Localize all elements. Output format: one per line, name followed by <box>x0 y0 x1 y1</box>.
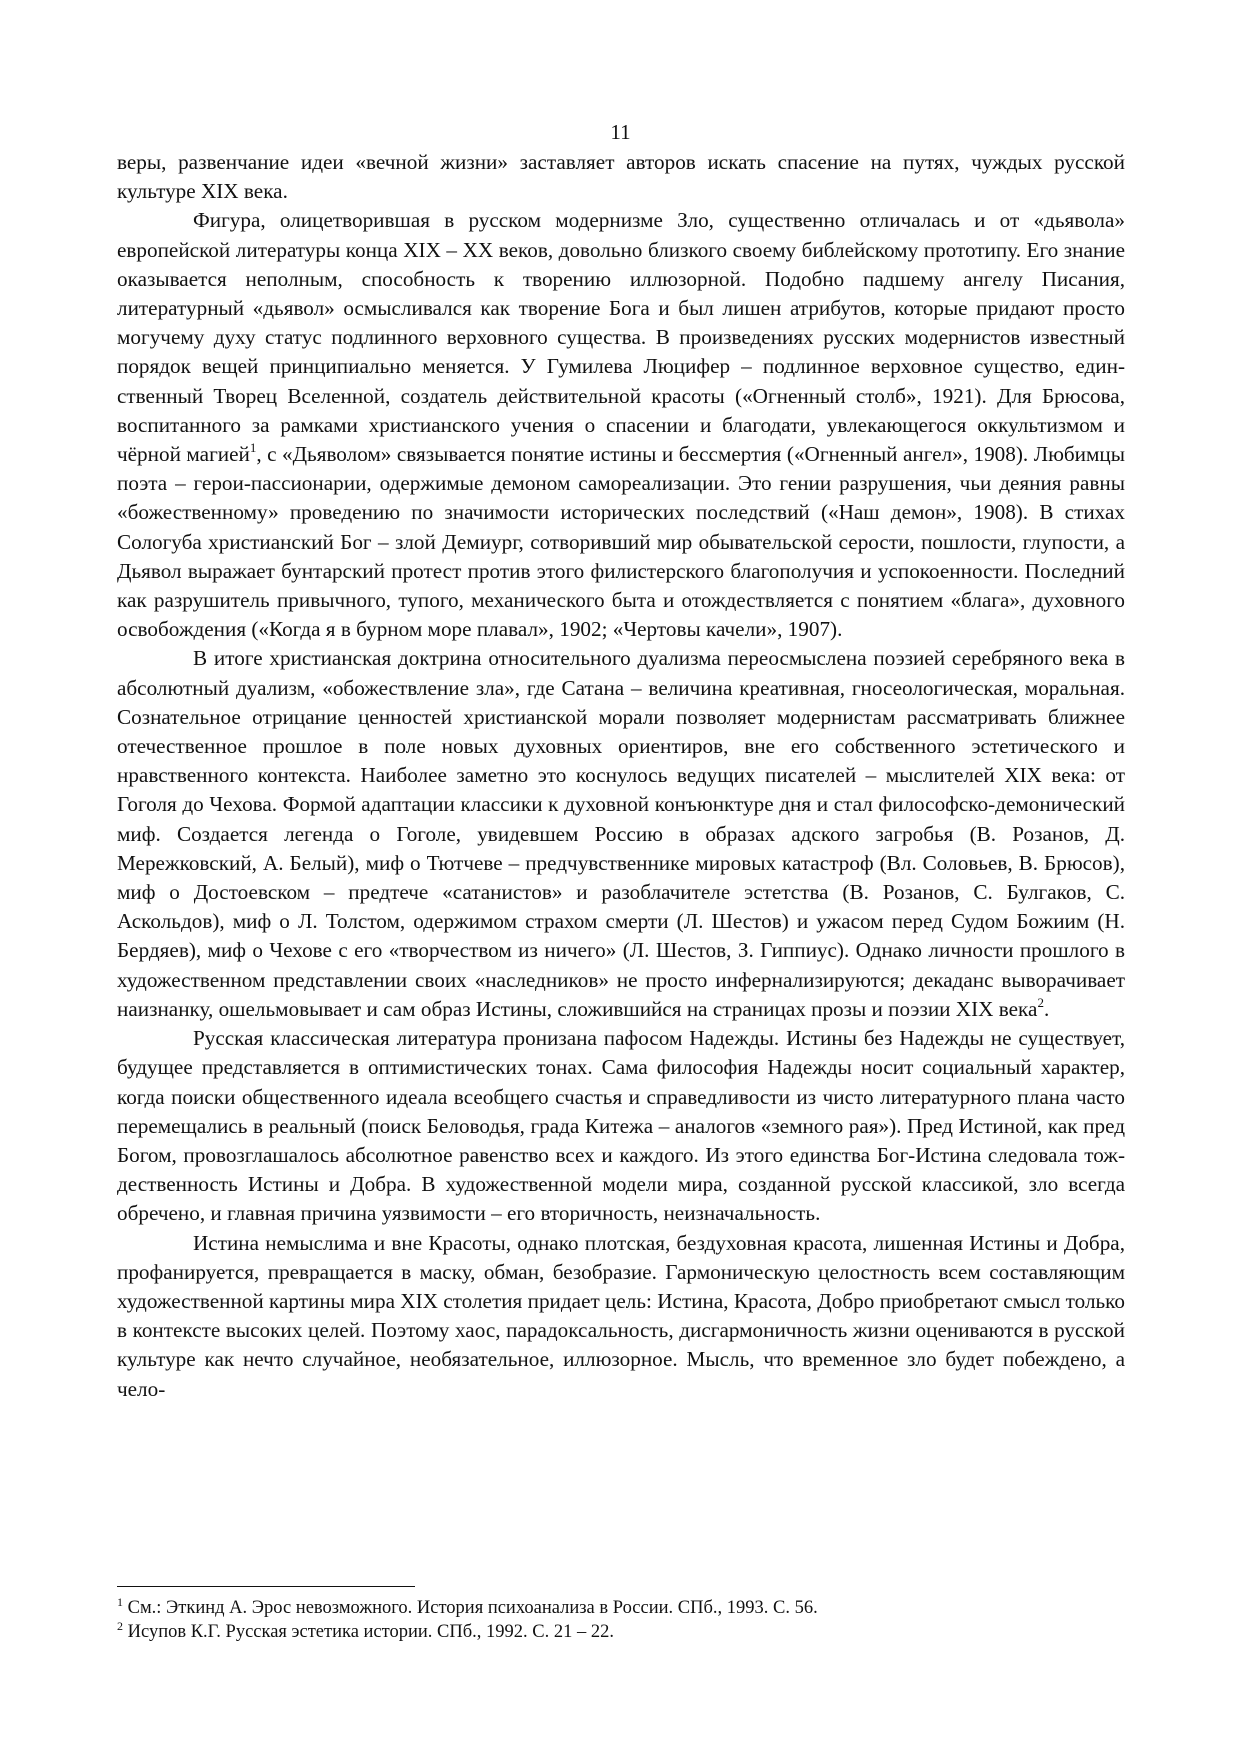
paragraph-text: , с «Дьяволом» связывается понятие истины и бессмертия («Огненный ангел», 1908). Любимцы поэта – герои-пассионарии, одержимые демоном самореализации. Это гении разрушения, чьи деяния равны «божественному» проведению по значимости исторических последствий («Наш демон», 1908). В стихах Сологуба христианский Бог – злой Демиург, сотворивший мир обывательской серости, пошлости, глупости, а Дьявол выражает бунтарский протест против этого филистерского благополучия и успокоенности. Последний как разрушитель привычного, тупого, механического быта и отождествляется с понятием «блага», духовного освобождения («Когда я в бурном море плавал», 1902; «Чертовы качели», 1907). <box>117 442 1125 642</box>
paragraph-text: веры, развенчание идеи «вечной жизни» заставляет авторов искать спасение на путях, чуждых русской культуре XIX века. <box>117 150 1125 204</box>
paragraph <box>117 148 1125 206</box>
paragraph-text: . <box>1043 996 1050 1021</box>
footnote-divider <box>117 1586 415 1587</box>
body-text <box>117 148 1125 1404</box>
paragraph-text: В итоге христианская доктрина относительного дуализма переосмыслена поэзией серебряного века в абсолютный дуализм, «обожествление зла», где Сатана – величина креативная, гносеологическая, моральная. Сознательное отрицание ценностей христианской морали позволяет модернистам рассматривать ближнее отечественное прошлое в поле новых духовных ориентиров, вне его собственного эстетического и нравственного контекста. Наиболее заметно это коснулось ведущих писателей – мыслителей XIX века: от Гоголя до Чехова. Формой адаптации классики к духовной конъюнктуре дня и стал философско-демонический миф. Создается легенда о Гоголе, увидевшем Россию в образах адского загробья (В. Розанов, Д. Мережковский, А. Белый), миф о Тютчеве – предчувственнике мировых катастроф (Вл. Соловьев, В. Брюсов), миф о Достоевском – предтече «сатанистов» и разоблачителе эстетства (В. Розанов, С. Булгаков, С. Аскольдов), миф о Л. Толстом, одержимом страхом смерти (Л. Шестов) и ужасом перед Судом Божиим (Н. Бердяев), миф о Чехове с его «творчеством из ничего» (Л. Шестов, З. Гиппиус). Однако личности прошлого в художественном представлении своих «наследников» не просто инфернализируются; декаданс выворачивает наизнанку, ошельмовывает и сам образ Истины, сложившийся на страницах прозы и поэзии XIX века <box>117 646 1125 1021</box>
paragraph <box>117 1229 1125 1404</box>
paragraph <box>117 1024 1125 1228</box>
footnote-text: См.: Эткинд А. Эрос невозможного. История психоанализа в России. СПб., 1993. С. 56. <box>123 1598 818 1618</box>
footnote <box>117 1596 1125 1620</box>
footnote-mark: 1 <box>117 1595 123 1609</box>
footnote-text: Исупов К.Г. Русская эстетика истории. СПб., 1992. С. 21 – 22. <box>123 1622 614 1642</box>
page-number: 11 <box>610 120 631 144</box>
footnote-ref[interactable]: 2 <box>1037 994 1044 1010</box>
paragraph <box>117 644 1125 1024</box>
footnote-mark: 2 <box>117 1619 123 1633</box>
paragraph-text: Фигура, олицетворившая в русском модернизме Зло, существенно отличалась и от «дьявола» европейской литературы конца XIX – XX веков, довольно близкого своему библейскому прототипу. Его знание оказывается неполным, способность к творению иллюзорной. Подобно падшему ангелу Писания, литературный «дьявол» осмысливался как творение Бога и был лишен атрибутов, которые придают просто могучему духу статус подлинного верховного существа. В произведениях русских модернистов известный порядок вещей принципиально меняется. У Гумилева Люцифер – подлинное верховное существо, единственный Творец Вселенной, создатель действительной красоты («Огненный столб», 1921). Для Брюсова, воспитанного за рамками христианского учения о спасении и благодати, увлекающегося оккультизмом и чёрной магией <box>117 208 1125 467</box>
paragraph-text: Истина немыслима и вне Красоты, однако плотская, бездуховная красота, лишенная Истины и Добра, профанируется, превращается в маску, обман, безобразие. Гармоническую целостность всем составляющим художественной картины мира XIX столетия придает цель: Истина, Красота, Добро приобретают смысл только в контексте высоких целей. Поэтому хаос, парадоксальность, дисгармоничность жизни оцениваются в русской культуре как нечто случайное, необязательное, иллюзорное. Мысль, что временное зло будет побеждено, а чело- <box>117 1230 1125 1401</box>
footnote <box>117 1620 1125 1644</box>
paragraph-text: Русская классическая литература пронизана пафосом Надежды. Истины без Надежды не существует, будущее представляется в оптимистических тонах. Сама философия Надежды носит социальный характер, когда поиски общественного идеала всеобщего счастья и справедливости из чисто литературного плана часто перемещались в реальный (поиск Беловодья, града Китежа – аналогов «земного рая»). Пред Истиной, как пред Богом, провозглашалось абсолютное равенство всех и каждого. Из этого единства Бог-Истина следовала тождественность Истины и Добра. В художественной модели мира, созданной русской классикой, зло всегда обречено, и главная причина уязвимости – его вторичность, неизначальность. <box>117 1026 1125 1226</box>
footnotes <box>117 1596 1125 1644</box>
footnote-ref[interactable]: 1 <box>249 440 257 456</box>
paragraph <box>117 206 1125 644</box>
